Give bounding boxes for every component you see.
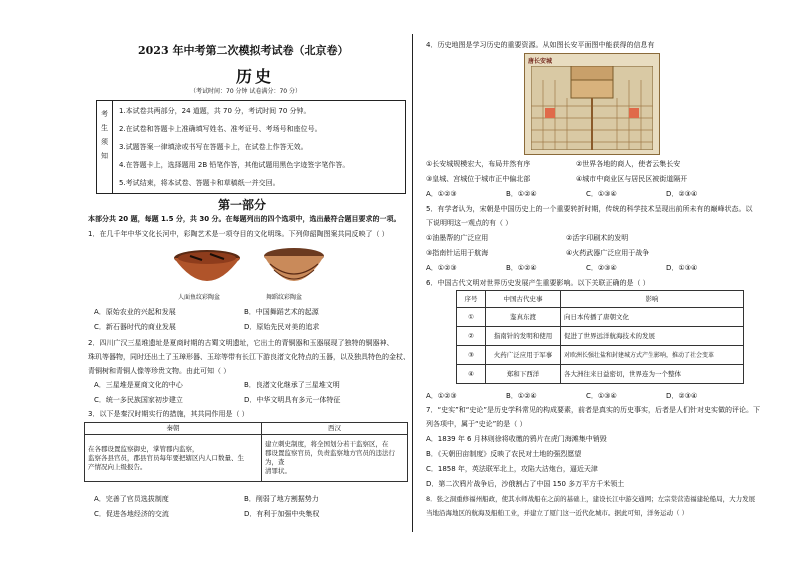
table-cell: 各大洲往来日益密切，世界连为一个整体	[561, 365, 744, 384]
notice-item: 4.在答题卡上，选择题用 2B 铅笔作答，其他试题用黑色字迹签字笔作答。	[119, 161, 350, 169]
q6-option-a: A．①②③	[426, 392, 457, 400]
q6-option-c: C．①③④	[586, 392, 617, 400]
q8-stem-line: 当地沿海地区的航海及船舶工业，并建立了厦门这一近代化城市。据此可知，洋务运动（ ）	[426, 509, 689, 517]
q6-table	[456, 290, 744, 384]
bowl-image-1	[172, 244, 242, 292]
table-row	[457, 308, 744, 327]
map-grid	[531, 66, 653, 150]
q7-stem-line: 列各项中，属于“史论”的是（ ）	[426, 420, 527, 428]
table-header: 秦朝	[85, 423, 262, 435]
table-cell: 在各郡设置监察御史，掌管郡内监察， 监察各县官员，郡县官员每年要把辖区内人口数量、生 产情况向上级报告。	[85, 435, 262, 482]
q2-option-a: A．三星堆是夏商文化的中心	[94, 381, 183, 389]
q5-option-b: B．①②④	[506, 264, 537, 272]
table-cell: 向日本传播了唐朝文化	[561, 308, 744, 327]
q1-caption-1: 人面鱼纹彩陶盆	[178, 294, 221, 301]
table-row	[457, 365, 744, 384]
part-instruction: 本部分共 20 题，每题 1.5 分，共 30 分。在每题列出的四个选项中，选出最符合题目要求的一项。	[88, 215, 401, 223]
table-row	[85, 423, 408, 435]
table-header: 影响	[561, 291, 744, 308]
q4-option-a: A．①②③	[426, 190, 457, 198]
table-row	[457, 291, 744, 308]
table-cell: 促进了世界远洋航海技术的发展	[561, 327, 744, 346]
table-cell: ②	[457, 327, 486, 346]
q4-statement-2: ②世界各地的商人，使者云集长安	[576, 160, 681, 168]
q2-stem-line: 2．四川广汉三星堆遗址是夏商时期的古蜀文明遗址，它出土的青铜器和玉器展现了独特的铜器神、	[88, 339, 394, 347]
table-header: 序号	[457, 291, 486, 308]
q3-option-b: B．削弱了地方割据势力	[244, 495, 319, 503]
q1-caption-2: 舞蹈纹彩陶盆	[266, 294, 303, 301]
q7-option-c: C．1858 年，英法联军北上，攻陷大沽炮台，逼近天津	[426, 465, 598, 473]
q4-statement-4: ④城市中商业区与居民区被街道隔开	[576, 175, 688, 183]
q1-option-d: D．原始先民对美的追求	[244, 323, 320, 331]
table-cell: 郑和下西洋	[486, 365, 561, 384]
table-cell: ③	[457, 346, 486, 365]
subject-title: 历史	[236, 67, 275, 86]
q5-option-a: A．①②③	[426, 264, 457, 272]
q2-option-d: D．中华文明具有多元一体特征	[244, 396, 341, 404]
notice-label: 考 生 须 知	[97, 101, 113, 193]
q6-option-d: D．②③④	[666, 392, 698, 400]
q5-option-d: D．①③④	[666, 264, 698, 272]
q4-option-b: B．①②④	[506, 190, 537, 198]
q5-stem-line: 5．有学者认为，宋朝是中国历史上的一个重要转折时期，传统的科学技术呈现出前所未有的巅峰状态。以	[426, 205, 753, 213]
q5-statement-3: ③指南针运用于航海	[426, 249, 489, 257]
table-cell: 指南针的发明和使用	[486, 327, 561, 346]
q7-option-d: D．第二次鸦片战争后，沙俄割占了中国 150 多万平方千米领土	[426, 480, 625, 488]
q5-statement-1: ①油墨帮的广泛应用	[426, 234, 489, 242]
column-divider	[412, 34, 413, 532]
notice-item: 2.在试卷和答题卡上准确填写姓名、准考证号、考场号和座位号。	[119, 125, 322, 133]
table-row	[457, 327, 744, 346]
q6-option-b: B．①②④	[506, 392, 537, 400]
q4-option-d: D．②③④	[666, 190, 698, 198]
table-cell: 对欧洲长强壮盐和封建城方式产生影响，推动了社会变革	[561, 346, 744, 365]
notice-item: 5.考试结束，将本试卷、答题卡和草稿纸一并交回。	[119, 179, 280, 187]
q4-statement-1: ①长安城规模宏大，布局井然有序	[426, 160, 531, 168]
part-heading: 第一部分	[218, 198, 267, 212]
table-row	[457, 346, 744, 365]
table-cell: 火药广泛应用于军事	[486, 346, 561, 365]
q7-option-a: A．1839 年 6 月林则徐将收缴的鸦片在虎门海滩集中销毁	[426, 435, 607, 443]
table-cell: 建立刺史制度，将全国划分若干监察区，在 郡设置监察官员，负责监察地方官员的违法行为，查 清罪状。	[262, 435, 408, 482]
q4-stem: 4．历史地图是学习历史的重要资源。从如图长安平面图中能获得的信息有	[426, 41, 655, 49]
q3-table	[84, 422, 408, 482]
q1-stem: 1．在几千年中华文化长河中，彩陶艺术是一项夺目的文化明珠。下列仰韶陶图案共同反映了（ ）	[88, 230, 389, 238]
q1-option-b: B．中国舞蹈艺术的起源	[244, 308, 319, 316]
q3-stem: 3．以下是秦汉时期实行的措施，其共同作用是（ ）	[88, 410, 249, 418]
q7-stem-line: 7．“史实”和“史论”是历史学科常见的构成要素，前者是真实的历史事实，后者是人们针对史实做的评论。下	[426, 406, 760, 414]
notice-box	[96, 100, 406, 194]
q1-option-a: A．原始农业的兴起和发展	[94, 308, 176, 316]
q1-option-c: C．新石器时代的商业发展	[94, 323, 176, 331]
q2-option-b: B．良渚文化继承了三星堆文明	[244, 381, 340, 389]
q2-option-c: C．统一多民族国家初步建立	[94, 396, 183, 404]
q7-option-b: B．《天朝田亩制度》反映了农民对土地的强烈愿望	[426, 450, 582, 458]
table-row	[85, 435, 408, 482]
table-cell: 鉴真东渡	[486, 308, 561, 327]
q3-option-d: D．有利于加强中央集权	[244, 510, 320, 518]
q2-stem-line: 珠玑等器物，同时还出土了玉璋形器、玉琮等带有长江下游良渚文化特点的玉器，以及独具特色的金杖、	[88, 353, 410, 361]
q6-stem: 6．中国古代文明对世界历史发展产生重要影响。以下关联正确的是（ ）	[426, 279, 650, 287]
exam-title: 2023 年中考第二次模拟考试卷（北京卷）	[138, 44, 349, 57]
q8-stem-line: 8．张之洞重修福州船政，使其水师战船在之前的基础上，建设长江中游交通网；左宗棠营造福建轮船局，大力发展	[426, 495, 756, 503]
q5-statement-2: ②活字印刷术的发明	[566, 234, 629, 242]
table-header: 中国古代史事	[486, 291, 561, 308]
notice-item: 1.本试卷共两部分，24 道题，共 70 分，考试时间 70 分钟。	[119, 107, 311, 115]
q2-stem-line: 青铜树和青铜人像等珍贵文物。由此可知（ ）	[88, 367, 231, 375]
table-cell: ④	[457, 365, 486, 384]
q5-statement-4: ④火药武器广泛应用于战争	[566, 249, 650, 257]
map-title: 唐长安城	[528, 58, 553, 65]
notice-item: 3.试题答案一律填涂或书写在答题卡上，在试卷上作答无效。	[119, 143, 308, 151]
q4-option-c: C．①③④	[586, 190, 617, 198]
table-cell: ①	[457, 308, 486, 327]
q3-option-a: A．完善了官员选拔制度	[94, 495, 169, 503]
q3-option-c: C．促进各地经济的交流	[94, 510, 169, 518]
table-header: 西汉	[262, 423, 408, 435]
bowl-image-2	[262, 244, 326, 292]
exam-meta: （考试时间：70 分钟 试卷满分：70 分）	[190, 88, 301, 95]
q5-option-c: C．②③④	[586, 264, 617, 272]
q4-statement-3: ③皇城、宫城位于城市正中偏北部	[426, 175, 531, 183]
q5-stem-line: 下说明明这一观点的有（ ）	[426, 219, 513, 227]
changan-map	[524, 53, 660, 155]
